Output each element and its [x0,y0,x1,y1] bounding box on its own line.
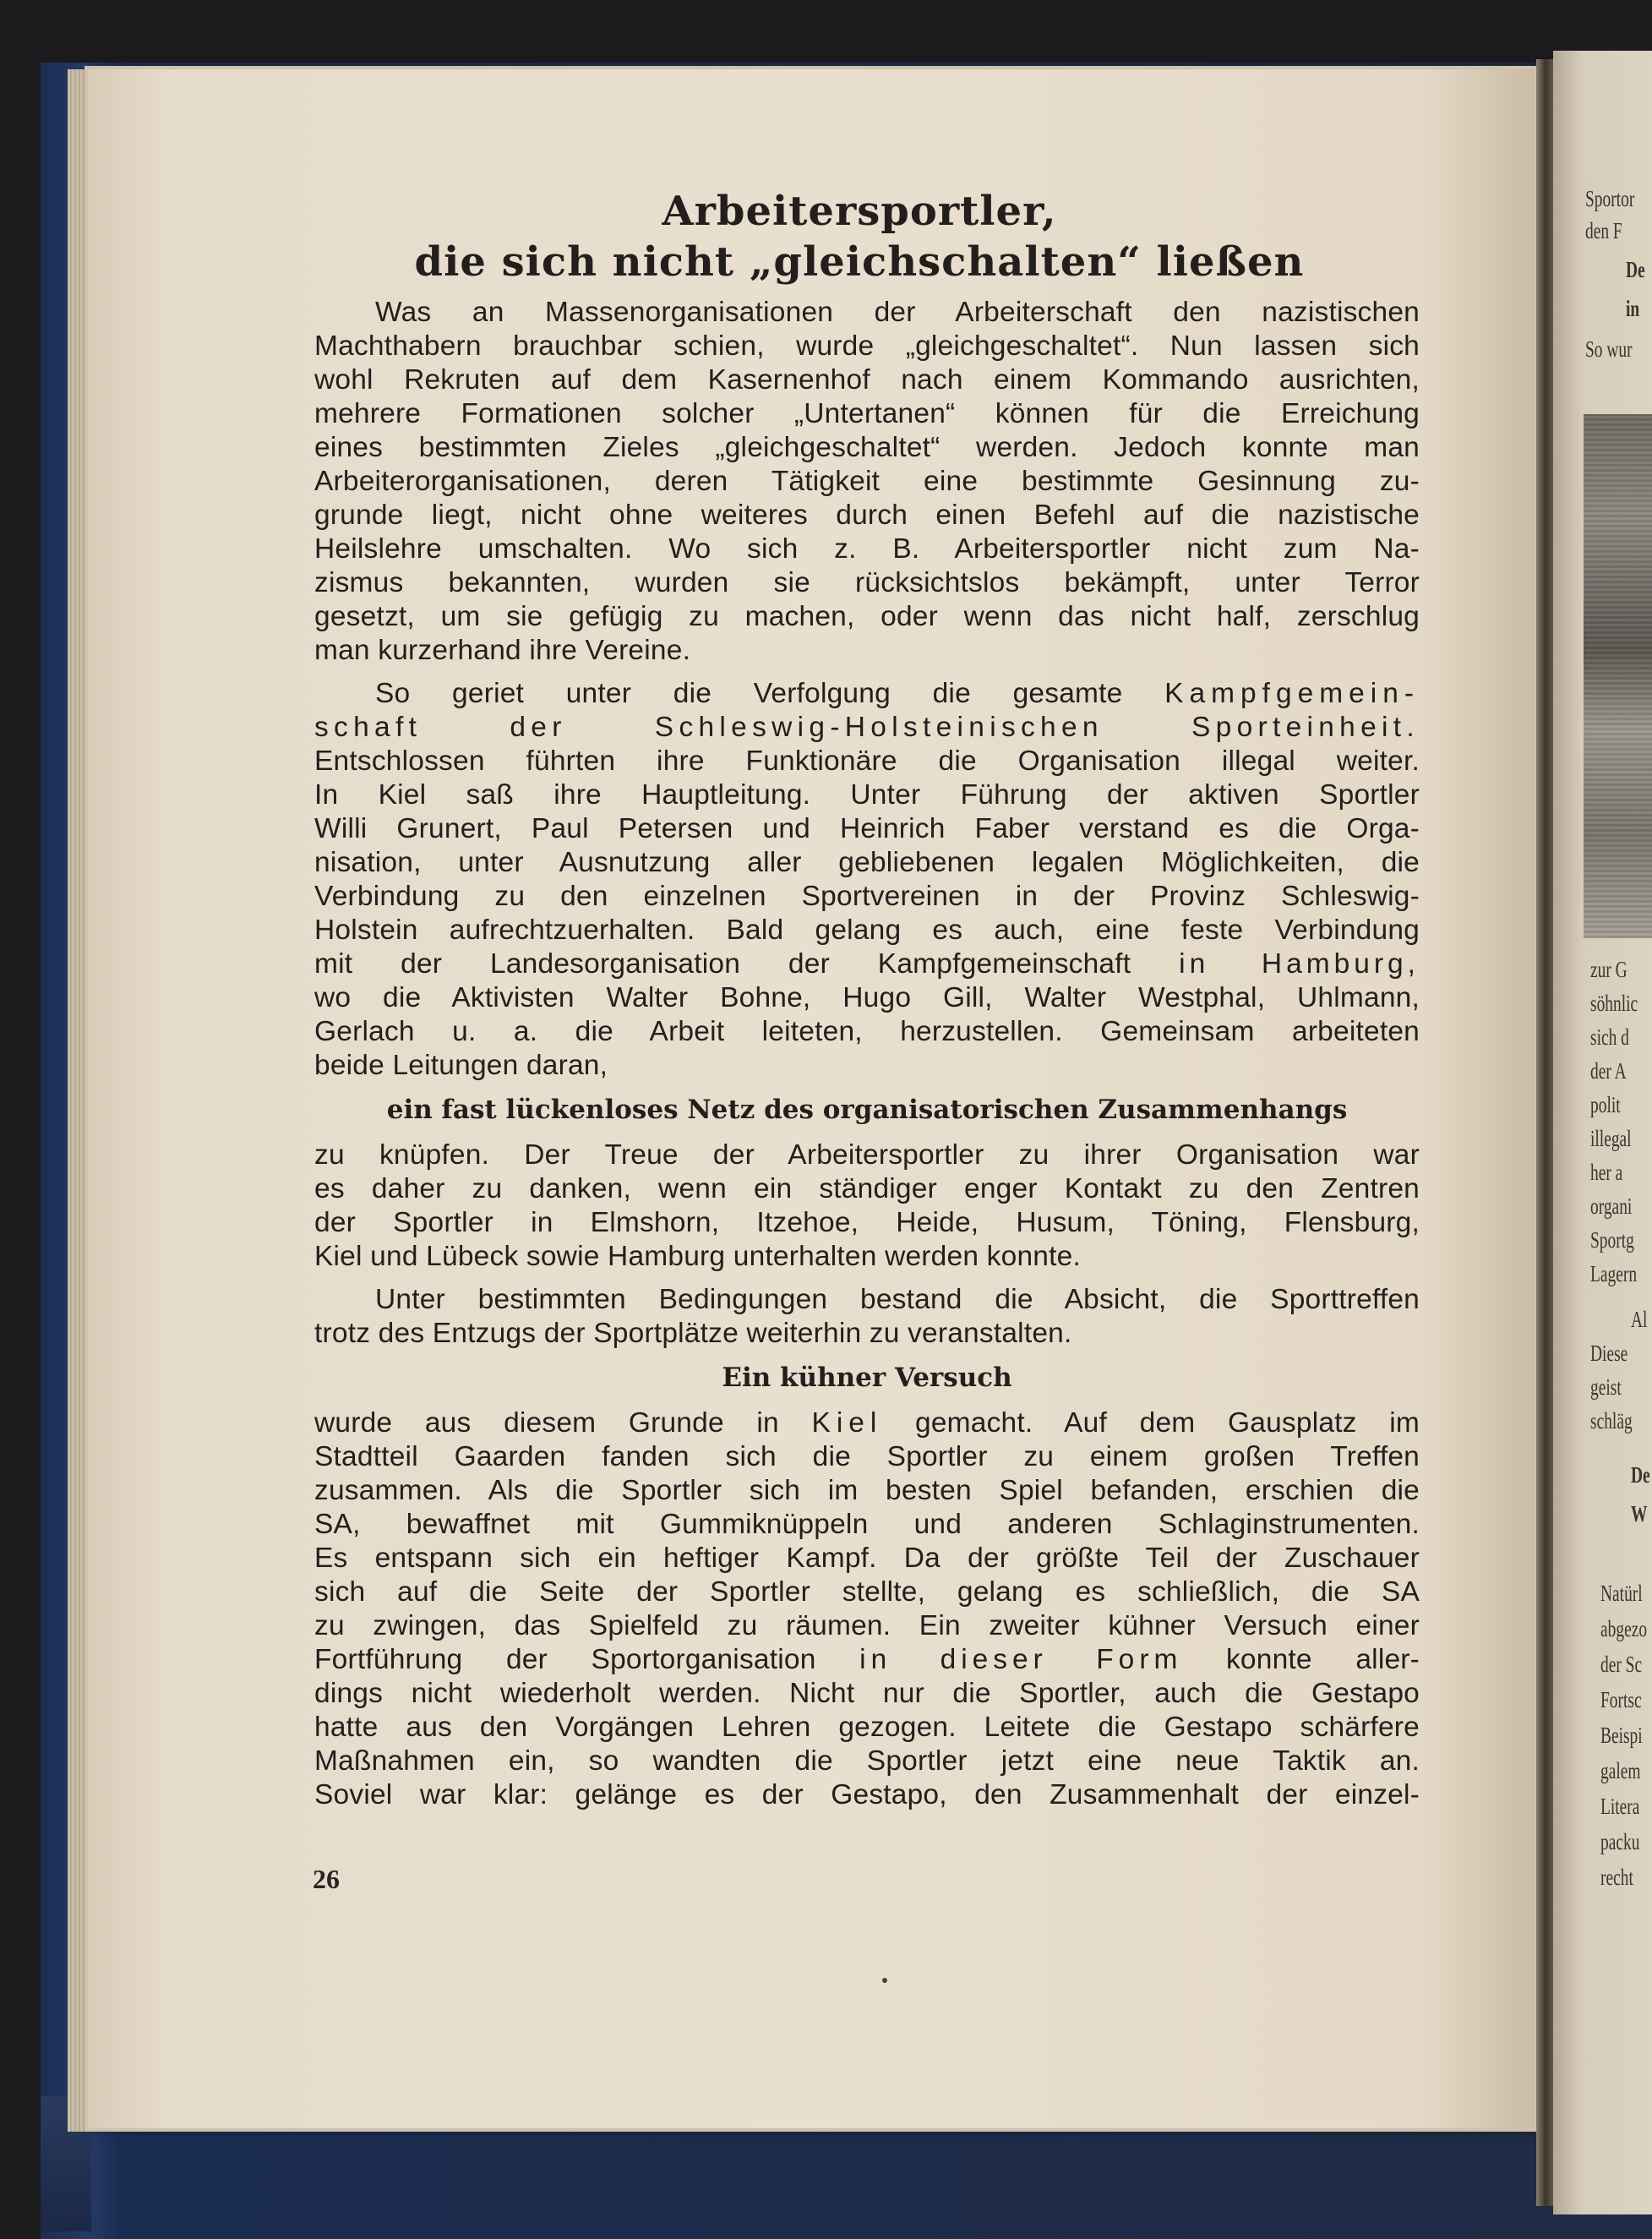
right-fragment: her a [1590,1160,1623,1185]
text-line: trotz des Entzugs der Sportplätze weiterhin zu veranstalten. [314,1318,1072,1349]
text-run: So geriet unter die Verfolgung die gesamte [375,678,1165,709]
text-line: Machthabern brauchbar schien, wurde „gleichgeschaltet“. Nun lassen sich [314,330,1420,362]
spaced-text: in dieser Form [859,1644,1183,1675]
spaced-text: in Hamburg, [1179,948,1420,980]
right-fragment: zur G [1590,957,1627,982]
right-fragment: der Sc [1600,1652,1643,1677]
right-fragment: illegal [1590,1126,1632,1151]
text-line: beide Leitungen daran, [314,1050,608,1081]
text-line: Unter bestimmten Bedingungen bestand die Absicht, die Sporttreffen [375,1284,1420,1315]
right-fragment: söhnlic [1590,991,1638,1016]
text-line: hatte aus den Vorgängen Lehren gezogen. Leitete die Gestapo schärfere [314,1712,1420,1743]
right-fragment: Sportg [1590,1227,1634,1253]
right-fragment: packu [1600,1829,1640,1854]
right-fragment: polit [1590,1092,1621,1117]
text-run: mit der Landesorganisation der Kampfgemeinschaft [314,948,1180,980]
text-line: Kiel und Lübeck sowie Hamburg unterhalten werden konnte. [314,1241,1081,1272]
text-line: Holstein aufrechtzuerhalten. Bald gelang es auch, eine feste Verbindung [314,915,1420,946]
right-page-photo [1584,414,1652,938]
right-fragment: Diese [1590,1341,1628,1366]
right-fragment: geist [1590,1374,1622,1400]
text-line: eines bestimmten Zieles „gleichgeschaltet“ werden. Jedoch konnte man [314,432,1420,463]
text-line: dings nicht wiederholt werden. Nicht nur die Sportler, auch die Gestapo [314,1678,1420,1709]
text-line: Entschlossen führten ihre Funktionäre die Organisation illegal weiter. [314,745,1420,777]
paragraph-2 [314,677,1420,1083]
right-fragment: organi [1590,1193,1633,1219]
right-fragment: De [1631,1462,1650,1488]
text-line: SA, bewaffnet mit Gummiknüppeln und anderen Schlaginstrumenten. [314,1509,1420,1540]
right-fragment: W [1631,1501,1648,1526]
title-line-1: Arbeitersportler, [662,188,1057,235]
right-fragment: Litera [1600,1794,1640,1819]
text-line: zusammen. Als die Sportler sich im besten Spiel befanden, erschien die [314,1475,1420,1506]
text-line: sich auf die Seite der Sportler stellte, gelang es schließlich, die SA [314,1576,1420,1608]
right-fragment: galem [1600,1758,1641,1783]
text-line: Heilslehre umschalten. Wo sich z. B. Arbeitersportler nicht zum Na- [314,533,1420,565]
text-line: gesetzt, um sie gefügig zu machen, oder wenn das nicht half, zerschlug [314,601,1420,632]
text-line: In Kiel saß ihre Hauptleitung. Unter Führung der aktiven Sportler [314,779,1420,811]
paragraph-4 [314,1283,1420,1351]
right-fragment: So wur [1585,336,1633,362]
text-line [314,1406,1420,1440]
paragraph-3 [314,1139,1420,1274]
right-fragment: der A [1590,1058,1627,1084]
text-line: nisation, unter Ausnutzung aller gebliebenen legalen Möglichkeiten, die [314,847,1420,878]
text-line: Willi Grunert, Paul Petersen und Heinrich Faber verstand es die Orga- [314,813,1420,844]
text-line: Soviel war klar: gelänge es der Gestapo, den Zusammenhalt der einzel- [314,1779,1420,1810]
right-fragment: abgezo [1600,1616,1648,1641]
right-fragment: sich d [1590,1024,1629,1050]
text-line: wohl Rekruten auf dem Kasernenhof nach einem Kommando ausrichten, [314,364,1420,396]
text-run: Fortführung der Sportorganisation [314,1644,860,1675]
text-line [314,1643,1420,1677]
right-fragment: Sportor [1585,186,1635,211]
paragraph-5 [314,1406,1420,1812]
right-fragment: in [1626,296,1640,321]
text-line: Es entspann sich ein heftiger Kampf. Da der größte Teil der Zuschauer [314,1543,1420,1574]
spaced-text: Kampfgemein- [1164,678,1420,709]
right-page [1553,51,1652,2214]
book-gutter [1536,59,1555,2206]
page-content [314,186,1420,1812]
text-line: Gerlach u. a. die Arbeit leiteten, herzustellen. Gemeinsam arbeiteten [314,1016,1420,1047]
spaced-text: Kiel [811,1407,883,1439]
spaced-text-line: schaft der Schleswig-Holsteinischen Sporteinheit. [314,712,1420,743]
right-fragment: den F [1585,218,1622,243]
text-line: mehrere Formationen solcher „Untertanen“ können für die Erreichung [314,398,1420,429]
text-line: zu zwingen, das Spielfeld zu räumen. Ein zweiter kühner Versuch einer [314,1610,1420,1641]
right-fragment: Natürl [1600,1581,1643,1606]
text-line: Was an Massenorganisationen der Arbeiterschaft den nazistischen [375,297,1420,328]
text-line: Arbeiterorganisationen, deren Tätigkeit eine bestimmte Gesinnung zu- [314,466,1420,497]
page-title [299,186,1420,287]
text-line [314,677,1420,711]
text-line: zismus bekannten, wurden sie rücksichtslos bekämpft, unter Terror [314,567,1420,598]
right-fragment: Beispi [1600,1723,1643,1748]
paper-speck [882,1978,887,1983]
right-fragment: Fortsc [1600,1687,1642,1712]
title-line-2: die sich nicht „gleichschalten“ ließen [414,238,1305,286]
subheading-1: ein fast lückenloses Netz des organisatorischen Zusammenhangs [386,1095,1348,1125]
text-line: man kurzerhand ihre Vereine. [314,635,691,666]
page-number: 26 [313,1864,340,1894]
text-line: wo die Aktivisten Walter Bohne, Hugo Gill, Walter Westphal, Uhlmann, [314,982,1420,1013]
text-line: Stadtteil Gaarden fanden sich die Sportler zu einem großen Treffen [314,1441,1420,1472]
text-line: grunde liegt, nicht ohne weiteres durch einen Befehl auf die nazistische [314,500,1420,531]
text-line: zu knüpfen. Der Treue der Arbeitersportler zu ihrer Organisation war [314,1139,1420,1171]
subheading-2: Ein kühner Versuch [722,1363,1012,1393]
text-line: Verbindung zu den einzelnen Sportvereinen in der Provinz Schleswig- [314,881,1420,912]
right-fragment: Al [1631,1307,1648,1332]
text-line: der Sportler in Elmshorn, Itzehoe, Heide, Husum, Töning, Flensburg, [314,1207,1420,1238]
text-run: konnte aller- [1182,1644,1420,1675]
text-line: Maßnahmen ein, so wandten die Sportler jetzt eine neue Taktik an. [314,1745,1420,1777]
text-line: es daher zu danken, wenn ein ständiger enger Kontakt zu den Zentren [314,1173,1420,1204]
text-line [314,947,1420,981]
text-run: gemacht. Auf dem Gausplatz im [882,1407,1420,1439]
right-fragment: recht [1600,1865,1633,1890]
right-fragment: schläg [1590,1408,1633,1434]
paragraph-1 [314,296,1420,668]
right-fragment: De [1626,257,1645,282]
text-run: wurde aus diesem Grunde in [314,1407,812,1439]
right-fragment: Lagern [1590,1261,1638,1286]
